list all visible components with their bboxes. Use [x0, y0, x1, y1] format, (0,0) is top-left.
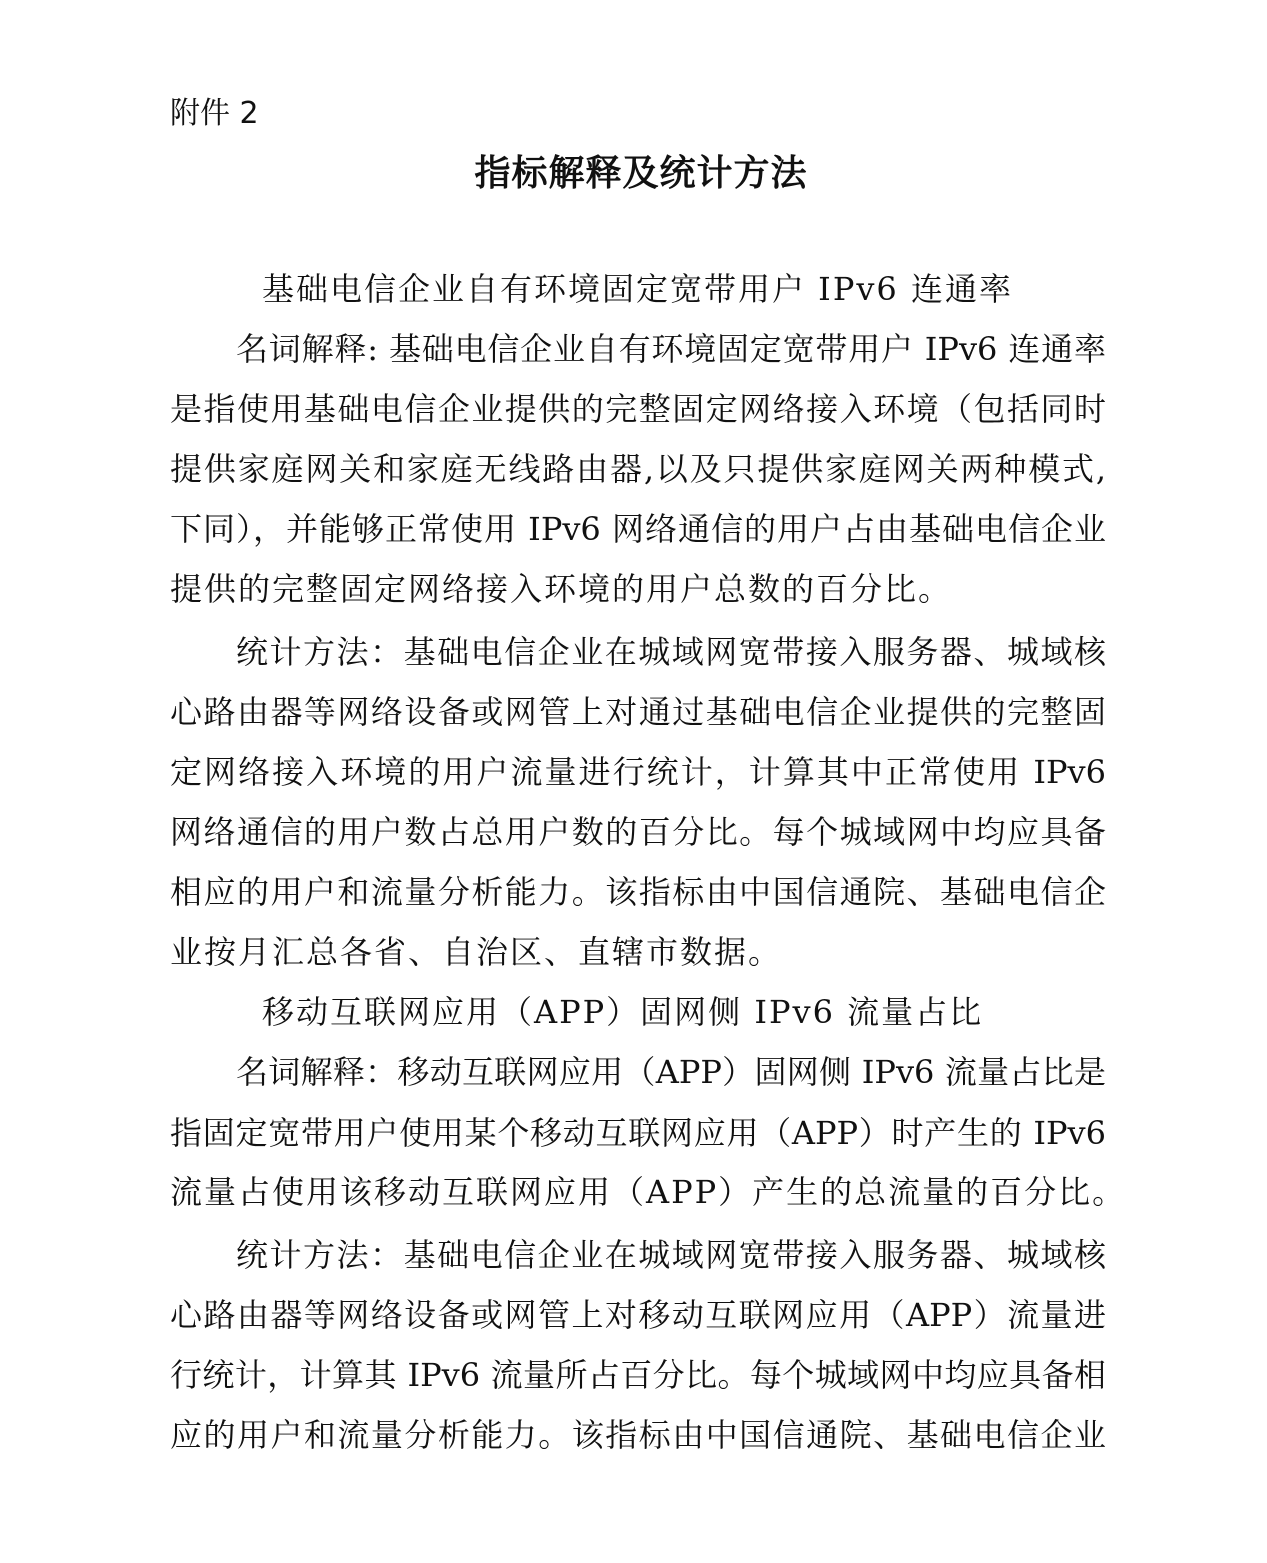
- paragraph-line: 统计方法：基础电信企业在城域网宽带接入服务器、城域核: [236, 1236, 1106, 1274]
- paragraph-line: 行统计，计算其 IPv6 流量所占百分比。每个城域网中均应具备相: [170, 1356, 1106, 1394]
- paragraph-line: 是指使用基础电信企业提供的完整固定网络接入环境（包括同时: [170, 390, 1106, 428]
- paragraph-line: 下同），并能够正常使用 IPv6 网络通信的用户占由基础电信企业: [170, 510, 1106, 548]
- paragraph-line: 心路由器等网络设备或网管上对移动互联网应用（APP）流量进: [170, 1296, 1106, 1334]
- attachment-label: 附件 2: [170, 96, 259, 131]
- paragraph-line: 应的用户和流量分析能力。该指标由中国信通院、基础电信企业: [170, 1416, 1106, 1454]
- document-title: 指标解释及统计方法: [474, 153, 808, 194]
- paragraph-line: 指固定宽带用户使用某个移动互联网应用（APP）时产生的 IPv6: [170, 1114, 1106, 1152]
- paragraph-line: 相应的用户和流量分析能力。该指标由中国信通院、基础电信企: [170, 873, 1106, 911]
- paragraph-line: 定网络接入环境的用户流量进行统计，计算其中正常使用 IPv6: [170, 753, 1106, 791]
- paragraph-line: 名词解释：移动互联网应用（APP）固网侧 IPv6 流量占比是: [236, 1053, 1106, 1091]
- paragraph-line: 提供的完整固定网络接入环境的用户总数的百分比。: [170, 570, 953, 608]
- section-heading-ipv6-connectivity: 基础电信企业自有环境固定宽带用户 IPv6 连通率: [262, 270, 1013, 308]
- section-heading-app-ipv6-traffic: 移动互联网应用（APP）固网侧 IPv6 流量占比: [262, 993, 984, 1031]
- paragraph-line: 网络通信的用户数占总用户数的百分比。每个城域网中均应具备: [170, 813, 1106, 851]
- paragraph-line: 流量占使用该移动互联网应用（APP）产生的总流量的百分比。: [170, 1173, 1127, 1211]
- paragraph-line: 名词解释: 基础电信企业自有环境固定宽带用户 IPv6 连通率: [236, 330, 1106, 368]
- paragraph-line: 心路由器等网络设备或网管上对通过基础电信企业提供的完整固: [170, 693, 1106, 731]
- paragraph-line: 业按月汇总各省、自治区、直辖市数据。: [170, 933, 783, 971]
- paragraph-line: 统计方法：基础电信企业在城域网宽带接入服务器、城域核: [236, 633, 1106, 671]
- paragraph-line: 提供家庭网关和家庭无线路由器,以及只提供家庭网关两种模式,: [170, 450, 1106, 488]
